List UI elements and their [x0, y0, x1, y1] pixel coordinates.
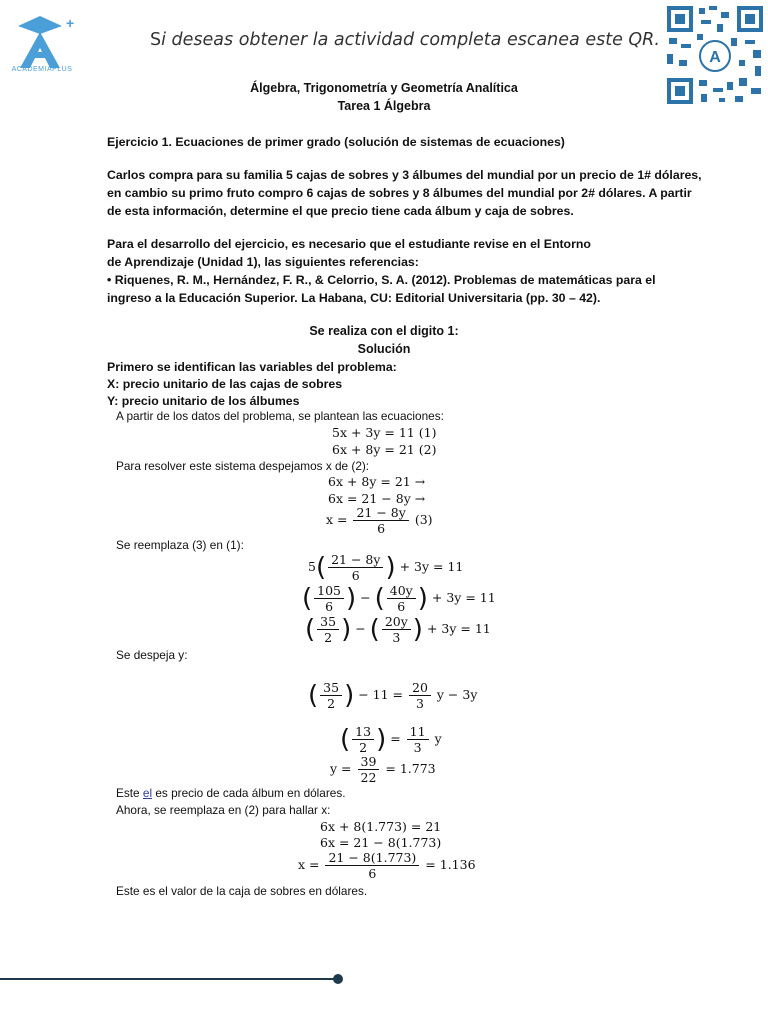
step-find-x: Ahora, se reemplaza en (2) para hallar x: — [116, 803, 331, 817]
step-isolate-x: Para resolver este sistema despejamos x de (2): — [116, 459, 370, 473]
footer-line — [0, 978, 338, 980]
logo-text: ACADEMIAPLUS — [11, 66, 73, 73]
problem-line-1: Carlos compra para su familia 5 cajas de sobres y 3 álbumes del mundial por un precio de 1# dólares, — [107, 168, 702, 182]
solution-heading: Solución — [357, 342, 411, 356]
svg-text:+: + — [66, 15, 75, 31]
digit-note: Se realiza con el digito 1: — [309, 324, 459, 338]
problem-line-2: en cambio su primo fruto compro 6 cajas de sobres y 8 álbumes del mundial por 2# dólares. A partir — [107, 186, 692, 200]
header-title-text: i deseas obtener la actividad completa escanea este QR. — [161, 30, 660, 50]
variable-x: X: precio unitario de las cajas de sobres — [107, 377, 343, 391]
task-title: Tarea 1 Álgebra — [337, 99, 431, 113]
result-y: Este el es precio de cada álbum en dólares. — [116, 786, 346, 800]
equation-12: 6x + 8(1.773) = 21 — [320, 819, 442, 834]
equation-11: y = $\frac{39}{22}$ = 1.773 — [330, 754, 436, 785]
equation-10: ( $\frac{13}{2}$ ) = $\frac{11}{3}$ y — [340, 724, 442, 755]
equation-8: ( $\frac{35}{2}$ ) − ( $\frac{20y}{3}$ ) + 3y = 11 — [305, 614, 491, 645]
course-title: Álgebra, Trigonometría y Geometría Analítica — [250, 81, 518, 95]
reference-line-1: Para el desarrollo del ejercicio, es necesario que el estudiante revise en el Entorno — [107, 237, 591, 251]
reference-line-4: ingreso a la Educación Superior. La Habana, CU: Editorial Universitaria (pp. 30 – 42). — [107, 291, 601, 305]
step-solve-y: Se despeja y: — [116, 648, 188, 662]
step-equations-intro: A partir de los datos del problema, se plantean las ecuaciones: — [116, 409, 444, 423]
equation-2: 6x + 8y = 21 (2) — [332, 442, 437, 457]
equation-13: 6x = 21 − 8(1.773) — [320, 835, 442, 850]
header-title-first-letter: S — [150, 30, 162, 50]
step-substitute: Se reemplaza (3) en (1): — [116, 538, 244, 552]
reference-line-3: • Riquenes, R. M., Hernández, F. R., & Celorrio, S. A. (2012). Problemas de matemáticas para el — [107, 273, 656, 287]
header-title — [150, 30, 660, 50]
result-x: Este es el valor de la caja de sobres en dólares. — [116, 884, 368, 898]
academia-plus-logo — [6, 8, 78, 76]
equation-4: 6x = 21 − 8y → — [328, 491, 426, 506]
variables-intro: Primero se identifican las variables del problema: — [107, 360, 397, 374]
footer-dot — [333, 974, 343, 984]
equation-14: x = $\frac{21 - 8(1.773)}{6}$ = 1.136 — [298, 850, 476, 881]
variable-y: Y: precio unitario de los álbumes — [107, 394, 300, 408]
svg-text:A: A — [709, 49, 721, 66]
equation-6: 5( $\frac{21 - 8y}{6}$ ) + 3y = 11 — [308, 552, 464, 583]
equation-3: 6x + 8y = 21 → — [328, 474, 426, 489]
result-y-link[interactable]: el — [142, 786, 153, 800]
equation-9: ( $\frac{35}{2}$ ) − 11 = $\frac{20}{3}$ y − 3y — [308, 680, 478, 711]
exercise-heading: Ejercicio 1. Ecuaciones de primer grado (solución de sistemas de ecuaciones) — [107, 135, 565, 149]
reference-line-2: de Aprendizaje (Unidad 1), las siguientes referencias: — [107, 255, 419, 269]
problem-line-3: de esta información, determine el que precio tiene cada álbum y caja de sobres. — [107, 204, 574, 218]
equation-7: ( $\frac{105}{6}$ ) − ( $\frac{40y}{6}$ ) + 3y = 11 — [302, 583, 496, 614]
equation-1: 5x + 3y = 11 (1) — [332, 425, 437, 440]
equation-5: x = $\frac{21 - 8y}{6}$ (3) — [326, 505, 433, 536]
